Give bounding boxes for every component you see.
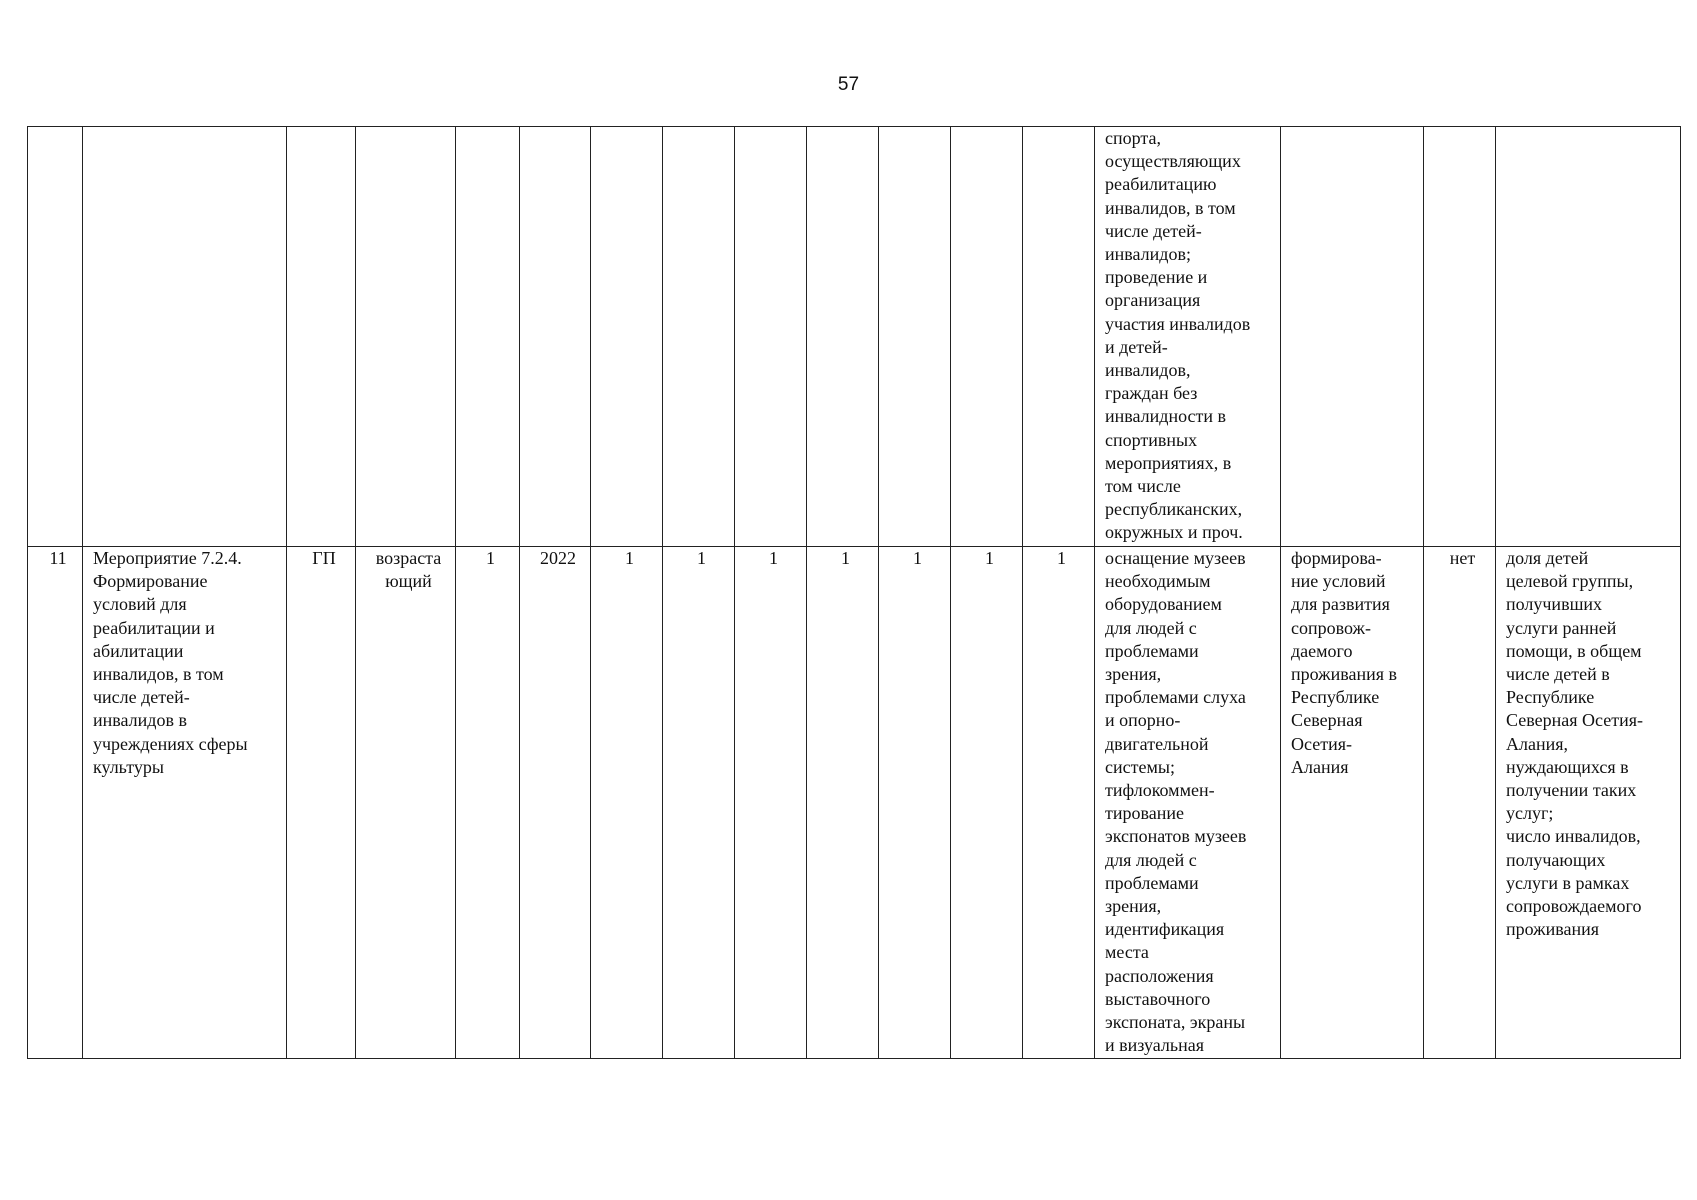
cell-value-7 bbox=[1023, 127, 1095, 547]
cell-trend: возраста ющий bbox=[356, 547, 456, 1059]
cell-measure-name bbox=[83, 127, 287, 547]
table-row bbox=[28, 127, 1681, 547]
cell-base-year: 2022 bbox=[520, 547, 591, 1059]
cell-flag: нет bbox=[1424, 547, 1496, 1059]
cell-value-6 bbox=[951, 127, 1023, 547]
cell-value-7: 1 bbox=[1023, 547, 1095, 1059]
cell-value-6: 1 bbox=[951, 547, 1023, 1059]
cell-number: 11 bbox=[28, 547, 83, 1059]
cell-measure-name: Мероприятие 7.2.4. Формирование условий для реабилитации и абилитации инвалидов, в том числе детей- инвалидов в учреждениях сферы культуры bbox=[83, 547, 287, 1059]
cell-flag bbox=[1424, 127, 1496, 547]
cell-value-5: 1 bbox=[879, 547, 951, 1059]
cell-description: спорта, осуществляющих реабилитацию инвалидов, в том числе детей- инвалидов; проведение и организация участия инвалидов и детей- инвалидов, граждан без инвалидности в спортивных мероприятиях, в том числе республиканских, окружных и проч. bbox=[1095, 127, 1281, 547]
cell-goal: формирова- ние условий для развития сопровож- даемого проживания в Республике Северная Осетия- Алания bbox=[1281, 547, 1424, 1059]
cell-value-1 bbox=[591, 127, 663, 547]
cell-indicators: доля детей целевой группы, получивших услуги ранней помощи, в общем числе детей в Республике Северная Осетия- Алания, нуждающихся в получении таких услуг; число инвалидов, получающих услуги в рамках сопровождаемого проживания bbox=[1496, 547, 1681, 1059]
cell-value-2 bbox=[663, 127, 735, 547]
cell-trend bbox=[356, 127, 456, 547]
cell-value-5 bbox=[879, 127, 951, 547]
cell-value-4 bbox=[807, 127, 879, 547]
cell-indicators bbox=[1496, 127, 1681, 547]
cell-number bbox=[28, 127, 83, 547]
cell-base-year bbox=[520, 127, 591, 547]
cell-value-3 bbox=[735, 127, 807, 547]
cell-goal bbox=[1281, 127, 1424, 547]
cell-base-value bbox=[456, 127, 520, 547]
cell-value-4: 1 bbox=[807, 547, 879, 1059]
table-row bbox=[28, 547, 1681, 1059]
cell-type: ГП bbox=[287, 547, 356, 1059]
cell-value-1: 1 bbox=[591, 547, 663, 1059]
page-number: 57 bbox=[837, 74, 860, 95]
cell-value-2: 1 bbox=[663, 547, 735, 1059]
cell-value-3: 1 bbox=[735, 547, 807, 1059]
cell-description: оснащение музеев необходимым оборудованием для людей с проблемами зрения, проблемами слуха и опорно- двигательной системы; тифлокоммен- тирование экспонатов музеев для людей с проблемами зрения, идентификация места расположения выставочного экспоната, экраны и визуальная bbox=[1095, 547, 1281, 1059]
measures-table bbox=[27, 126, 1681, 1059]
cell-base-value: 1 bbox=[456, 547, 520, 1059]
cell-type bbox=[287, 127, 356, 547]
